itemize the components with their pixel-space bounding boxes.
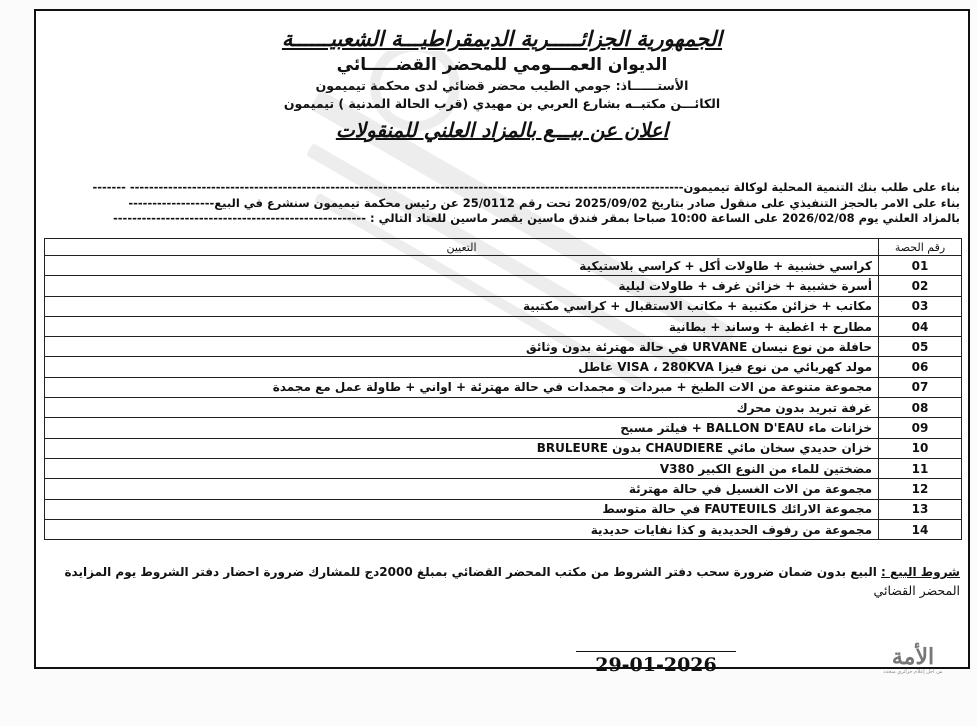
table-row bbox=[45, 418, 962, 438]
lot-number: 05 bbox=[879, 337, 962, 357]
newspaper-logo bbox=[854, 644, 972, 677]
lot-number: 12 bbox=[879, 479, 962, 499]
lots-table bbox=[44, 238, 962, 540]
lot-description: مولد كهربائي من نوع فيزا VISA ، 280KVA عاطل bbox=[45, 357, 879, 377]
col-description: التعيين bbox=[45, 239, 879, 256]
intro-line-1: بناء على طلب بنك التنمية المحلية لوكالة تيميمون-------------------------------------------------------------------------------------------------------------------- ------- bbox=[92, 180, 960, 194]
table-row bbox=[45, 337, 962, 357]
sale-terms bbox=[44, 564, 960, 581]
lot-number: 14 bbox=[879, 519, 962, 539]
table-row bbox=[45, 316, 962, 336]
announcement-title: اعلان عن بيـــع بالمزاد العلني للمنقولات bbox=[335, 118, 669, 142]
lot-description: خزان حديدي سخان مائي CHAUDIERE بدون BRULEURE bbox=[45, 438, 879, 458]
republic-title: الجمهورية الجزائـــــرية الديمقراطيـــة الشعبيــــــة bbox=[281, 26, 723, 51]
lot-description: مجموعة متنوعة من الات الطبخ + مبردات و مجمدات في حالة مهترئة + اواني + طاولة عمل مع مجمدة bbox=[45, 377, 879, 397]
intro-text bbox=[44, 180, 960, 227]
sale-terms-label: شروط البيع : bbox=[881, 565, 960, 579]
office-address: الكائـــن مكتبــه بشارع العربي بن مهيدي (قرب الحالة المدنية ) تيميمون bbox=[283, 96, 721, 111]
lot-number: 02 bbox=[879, 276, 962, 296]
sale-terms-text: البيع بدون ضمان ضرورة سحب دفتر الشروط من مكتب المحضر القضائي بمبلغ 2000دج للمشارك ضرورة احضار دفتر الشروط يوم المزايدة bbox=[64, 565, 882, 579]
table-row bbox=[45, 377, 962, 397]
newspaper-logo-tagline: من أجل إعلام جزائري متجدد bbox=[883, 669, 943, 675]
bailiff-name: الأستــــــاذ: جومي الطيب محضر قضائي لدى محكمة تيميمون bbox=[315, 78, 689, 93]
intro-line-2: بناء على الامر بالحجز التنفيذي على منقول صادر بتاريخ 2025/09/02 تحت رقم 25/0112 عن رئيس محكمة تيميمون سنشرع في البيع------------------ bbox=[128, 195, 960, 210]
lot-number: 01 bbox=[879, 256, 962, 276]
lot-description: مجموعة الارائك FAUTEUILS في حالة متوسط bbox=[45, 499, 879, 519]
lot-description: مطارح + اغطية + وساند + بطانية bbox=[45, 316, 879, 336]
lot-description: مضختين للماء من النوع الكبير V380 bbox=[45, 458, 879, 478]
lot-number: 07 bbox=[879, 377, 962, 397]
table-row bbox=[45, 276, 962, 296]
lot-number: 06 bbox=[879, 357, 962, 377]
notice-header bbox=[36, 25, 968, 145]
table-row bbox=[45, 438, 962, 458]
table-row bbox=[45, 256, 962, 276]
lot-number: 13 bbox=[879, 499, 962, 519]
table-header-row bbox=[45, 239, 962, 256]
lot-number: 10 bbox=[879, 438, 962, 458]
table-row bbox=[45, 296, 962, 316]
signer-title: المحضر القضائي bbox=[873, 583, 960, 598]
notice-frame bbox=[34, 9, 970, 676]
intro-line-3: بالمزاد العلني يوم 2026/02/08 على الساعة 10:00 صباحا بمقر فندق ماسين بقصر ماسين للعتاد التالي : ----------------------------------------------------- bbox=[113, 211, 960, 225]
lot-description: مكاتب + خزائن مكتبية + مكاتب الاستقبال + كراسي مكتبية bbox=[45, 296, 879, 316]
lot-description: حافلة من نوع نيسان URVANE في حالة مهترئة بدون وثائق bbox=[45, 337, 879, 357]
table-row bbox=[45, 519, 962, 539]
lot-description: خزانات ماء BALLON D'EAU + فيلتر مسبح bbox=[45, 418, 879, 438]
table-row bbox=[45, 357, 962, 377]
table-row bbox=[45, 499, 962, 519]
table-row bbox=[45, 458, 962, 478]
table-row bbox=[45, 479, 962, 499]
lot-description: مجموعة من رفوف الحديدية و كذا نفايات حديدية bbox=[45, 519, 879, 539]
newspaper-logo-name: الأمة bbox=[891, 644, 935, 670]
lot-number: 11 bbox=[879, 458, 962, 478]
lot-description: أسرة خشبية + خزائن غرف + طاولات ليلية bbox=[45, 276, 879, 296]
lot-number: 09 bbox=[879, 418, 962, 438]
lot-number: 03 bbox=[879, 296, 962, 316]
publication-date: 29-01-2026 bbox=[576, 651, 736, 676]
table-row bbox=[45, 398, 962, 418]
col-lot-number: رقم الحصة bbox=[879, 239, 962, 256]
lot-description: غرفة تبريد بدون محرك bbox=[45, 398, 879, 418]
lot-number: 08 bbox=[879, 398, 962, 418]
lot-number: 04 bbox=[879, 316, 962, 336]
lot-description: كراسي خشبية + طاولات أكل + كراسي بلاستيكية bbox=[45, 256, 879, 276]
lot-description: مجموعة من الات الغسيل في حالة مهترئة bbox=[45, 479, 879, 499]
office-title: الديوان العمـــومي للمحضر القضـــــائي bbox=[336, 55, 668, 75]
